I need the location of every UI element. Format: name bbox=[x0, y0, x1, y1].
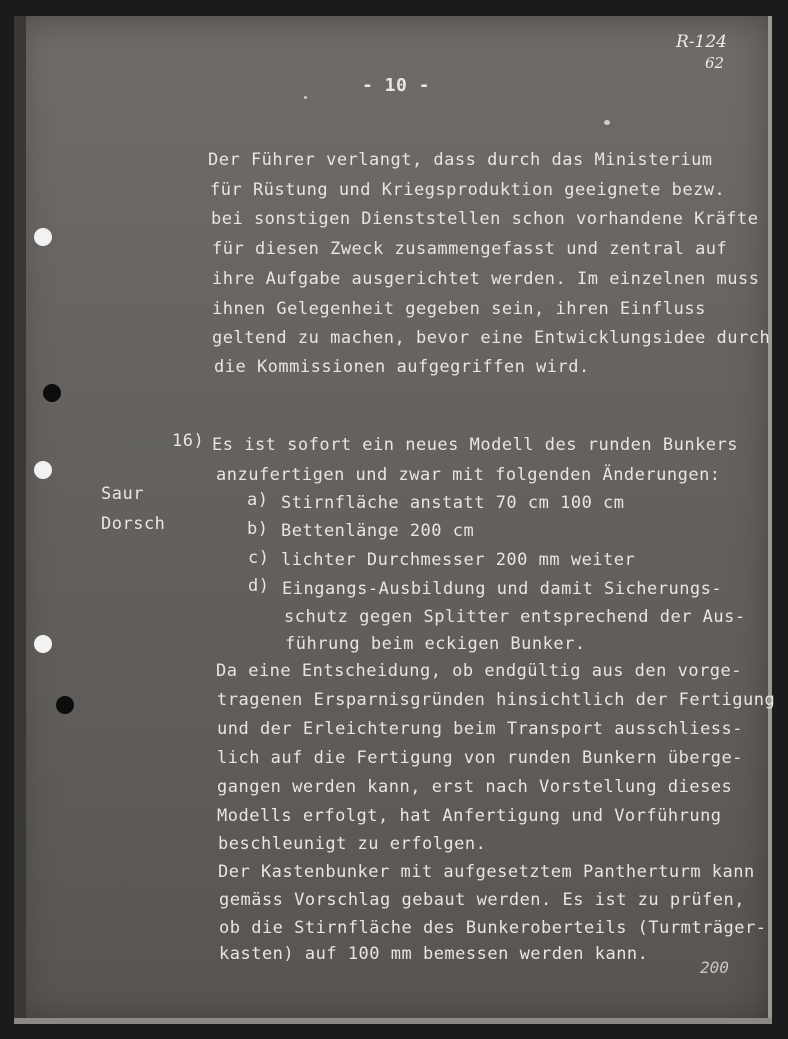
stamp-number: 200 bbox=[700, 958, 729, 977]
page-left-edge bbox=[14, 16, 26, 1024]
point-text: führung beim eckigen Bunker. bbox=[285, 634, 586, 654]
paragraph1-line: die Kommissionen aufgegriffen wird. bbox=[214, 357, 590, 377]
paragraph1-line: geltend zu machen, bevor eine Entwicklungsidee durch bbox=[212, 328, 771, 348]
punch-hole bbox=[56, 696, 74, 714]
paragraph2-line: Modells erfolgt, hat Anfertigung und Vorführung bbox=[217, 806, 722, 826]
margin-name: Saur bbox=[101, 484, 144, 504]
handwritten-annotation-line1: R-124 bbox=[676, 32, 727, 52]
paragraph1-line: für Rüstung und Kriegsproduktion geeignete bezw. bbox=[210, 180, 726, 200]
item16-intro-line: anzufertigen und zwar mit folgenden Änderungen: bbox=[216, 465, 721, 485]
point-label: b) bbox=[247, 519, 269, 539]
point-text: lichter Durchmesser 200 mm weiter bbox=[281, 550, 636, 570]
paragraph2-line: lich auf die Fertigung von runden Bunkern überge- bbox=[217, 748, 744, 768]
point-label: a) bbox=[247, 490, 269, 510]
point-label: d) bbox=[248, 576, 270, 596]
paragraph1-line: für diesen Zweck zusammengefasst und zentral auf bbox=[212, 239, 728, 259]
punch-hole bbox=[43, 384, 61, 402]
paragraph3-line: kasten) auf 100 mm bemessen werden kann. bbox=[219, 944, 649, 964]
paragraph3-line: ob die Stirnfläche des Bunkeroberteils (Turmträger- bbox=[219, 918, 767, 938]
point-text: Stirnfläche anstatt 70 cm 100 cm bbox=[281, 493, 625, 513]
point-text: Bettenlänge 200 cm bbox=[281, 521, 475, 541]
paragraph2-line: tragenen Ersparnisgründen hinsichtlich der Fertigung bbox=[217, 690, 776, 710]
punch-hole bbox=[34, 461, 52, 479]
point-text: schutz gegen Splitter entsprechend der Aus- bbox=[284, 607, 746, 627]
page-bottom-edge bbox=[14, 1018, 772, 1024]
page-number: - 10 - bbox=[362, 75, 431, 96]
point-text: Eingangs-Ausbildung und damit Sicherungs- bbox=[282, 579, 723, 599]
punch-hole bbox=[34, 228, 52, 246]
paragraph2-line: und der Erleichterung beim Transport ausschliess- bbox=[217, 719, 744, 739]
paragraph1-line: ihre Aufgabe ausgerichtet werden. Im einzelnen muss bbox=[212, 269, 760, 289]
dust-speck bbox=[604, 120, 610, 125]
paragraph1-line: ihnen Gelegenheit gegeben sein, ihren Einfluss bbox=[212, 299, 706, 319]
item-number: 16) bbox=[172, 431, 205, 451]
paragraph1-line: bei sonstigen Dienststellen schon vorhandene Kräfte bbox=[211, 209, 759, 229]
paragraph3-line: Der Kastenbunker mit aufgesetztem Pantherturm kann bbox=[218, 862, 755, 882]
paragraph1-line: Der Führer verlangt, dass durch das Ministerium bbox=[208, 150, 713, 170]
paragraph2-line: beschleunigt zu erfolgen. bbox=[218, 834, 487, 854]
punch-hole bbox=[34, 635, 52, 653]
page-right-edge bbox=[768, 16, 772, 1024]
item16-intro-line: Es ist sofort ein neues Modell des runden Bunkers bbox=[212, 435, 739, 455]
dust-speck bbox=[304, 96, 307, 99]
handwritten-annotation-line2: 62 bbox=[705, 54, 725, 72]
paragraph2-line: Da eine Entscheidung, ob endgültig aus den vorge- bbox=[216, 661, 743, 681]
paragraph2-line: gangen werden kann, erst nach Vorstellung dieses bbox=[217, 777, 733, 797]
margin-name: Dorsch bbox=[101, 514, 166, 534]
point-label: c) bbox=[248, 548, 270, 568]
paragraph3-line: gemäss Vorschlag gebaut werden. Es ist zu prüfen, bbox=[219, 890, 746, 910]
